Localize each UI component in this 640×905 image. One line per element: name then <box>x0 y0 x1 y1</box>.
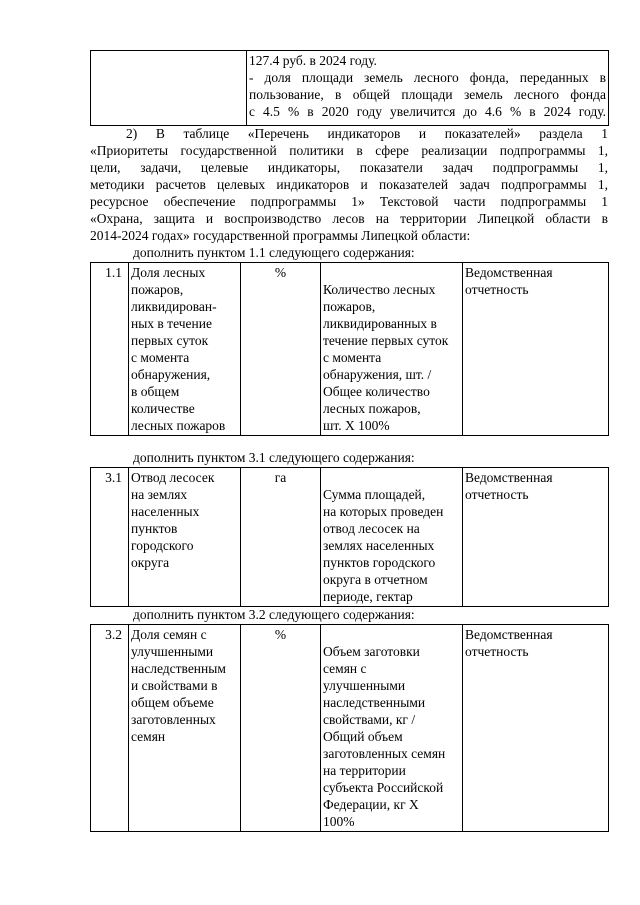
cell-line: и свойствами в <box>131 678 218 693</box>
cell-line: Ведомственная <box>465 470 553 485</box>
cell-line: округа <box>131 555 170 570</box>
cell-line: наследственным <box>131 661 226 676</box>
cell-line: общем объеме <box>131 695 214 710</box>
cell-line: наследственными <box>323 695 426 710</box>
indicator-name <box>129 263 241 436</box>
cell-line: городского <box>131 538 194 553</box>
add-item-label: дополнить пунктом 3.2 следующего содержания: <box>133 607 415 622</box>
cell-line: улучшенными <box>323 678 406 693</box>
cell-line: населенных <box>131 504 200 519</box>
cell-line: Федерации, кг X <box>323 797 419 812</box>
calculation-method <box>321 468 463 607</box>
top-table-fragment <box>90 50 609 126</box>
cell-line: с момента <box>323 350 382 365</box>
table-cell-empty <box>91 51 247 126</box>
cell-line: с момента <box>131 350 190 365</box>
cell-line: семян <box>131 729 166 744</box>
cell-line: отчетность <box>465 487 529 502</box>
cell-line: обнаружения, <box>131 367 211 382</box>
add-item-label: дополнить пунктом 3.1 следующего содержания: <box>133 450 415 465</box>
amendment-paragraph <box>90 125 608 244</box>
indicator-name <box>129 468 241 607</box>
item-number: 3.1 <box>91 468 129 607</box>
indicator-table-3-2 <box>90 624 609 832</box>
add-item-label: дополнить пунктом 1.1 следующего содержания: <box>133 245 415 260</box>
cell-line: обнаружения, шт. / <box>323 367 432 382</box>
cell-line: количестве <box>131 401 195 416</box>
calculation-method <box>321 263 463 436</box>
indicator-table-3-1 <box>90 467 609 607</box>
text-line: - доля площади земель лесного фонда, переданных в <box>249 70 606 85</box>
cell-line: на которых проведен <box>323 504 444 519</box>
cell-line: ликвидированных в <box>323 316 437 331</box>
indicator-table-1-1 <box>90 262 609 436</box>
cell-line: Доля лесных <box>131 265 206 280</box>
cell-line: заготовленных семян <box>323 746 446 761</box>
cell-line: периоде, гектар <box>323 589 413 604</box>
cell-line: на землях <box>131 487 188 502</box>
paragraph-line: цели, задачи, целевые индикаторы, показатели задач подпрограммы 1, <box>90 160 608 175</box>
cell-line: ных в течение <box>131 316 212 331</box>
cell-line: отвод лесосек на <box>323 521 420 536</box>
cell-line: Сумма площадей, <box>323 487 426 502</box>
paragraph-line: ресурсное обеспечение подпрограммы 1» Текстовой части подпрограммы 1 <box>90 194 608 209</box>
cell-line: свойствами, кг / <box>323 712 416 727</box>
cell-line: Доля семян с <box>131 627 207 642</box>
cell-line: пунктов городского <box>323 555 436 570</box>
item-number: 1.1 <box>91 263 129 436</box>
cell-line: Объем заготовки <box>323 644 420 659</box>
table-row <box>91 51 609 126</box>
cell-line: лесных пожаров, <box>323 401 421 416</box>
paragraph-line: «Приоритеты государственной политики в сфере реализации подпрограммы 1, <box>90 143 608 158</box>
cell-line: течение первых суток <box>323 333 449 348</box>
data-source <box>463 468 609 607</box>
unit-of-measure: % <box>241 625 321 832</box>
table-row <box>91 468 609 607</box>
indicator-name <box>129 625 241 832</box>
cell-line: пунктов <box>131 521 178 536</box>
cell-line: субъекта Российской <box>323 780 444 795</box>
cell-line: в общем <box>131 384 180 399</box>
cell-line: отчетность <box>465 282 529 297</box>
cell-line: Общий объем <box>323 729 403 744</box>
cell-line: Общее количество <box>323 384 430 399</box>
cell-line: Количество лесных <box>323 282 436 297</box>
paragraph-line: методики расчетов целевых индикаторов и показателей задач подпрограммы 1, <box>90 177 608 192</box>
calculation-method <box>321 625 463 832</box>
table-row <box>91 625 609 832</box>
text-line: 127.4 руб. в 2024 году. <box>249 53 377 68</box>
unit-of-measure: % <box>241 263 321 436</box>
table-cell-text <box>247 51 609 126</box>
cell-line: пожаров, <box>323 299 376 314</box>
cell-line: ликвидирован- <box>131 299 217 314</box>
cell-line: Отвод лесосек <box>131 470 215 485</box>
item-number: 3.2 <box>91 625 129 832</box>
cell-line: на территории <box>323 763 406 778</box>
data-source <box>463 625 609 832</box>
cell-line: улучшенными <box>131 644 214 659</box>
cell-line: лесных пожаров <box>131 418 226 433</box>
cell-line: семян с <box>323 661 367 676</box>
paragraph-line: 2) В таблице «Перечень индикаторов и показателей» раздела 1 <box>126 126 608 141</box>
cell-line: округа в отчетном <box>323 572 428 587</box>
text-line: пользование, в общей площади земель лесного фонда <box>249 87 606 102</box>
data-source <box>463 263 609 436</box>
cell-line: землях населенных <box>323 538 435 553</box>
cell-line: Ведомственная <box>465 265 553 280</box>
cell-line: Ведомственная <box>465 627 553 642</box>
paragraph-line: «Охрана, защита и воспроизводство лесов на территории Липецкой области в <box>90 211 608 226</box>
cell-line: заготовленных <box>131 712 216 727</box>
unit-of-measure: га <box>241 468 321 607</box>
cell-line: пожаров, <box>131 282 184 297</box>
table-row <box>91 263 609 436</box>
paragraph-line: 2014-2024 годах» государственной программы Липецкой области: <box>90 228 471 243</box>
text-line: с 4.5 % в 2020 году увеличится до 4.6 % в 2024 году. <box>249 104 606 119</box>
cell-line: первых суток <box>131 333 209 348</box>
cell-line: 100% <box>323 814 355 829</box>
cell-line: отчетность <box>465 644 529 659</box>
cell-line: шт. X 100% <box>323 418 390 433</box>
